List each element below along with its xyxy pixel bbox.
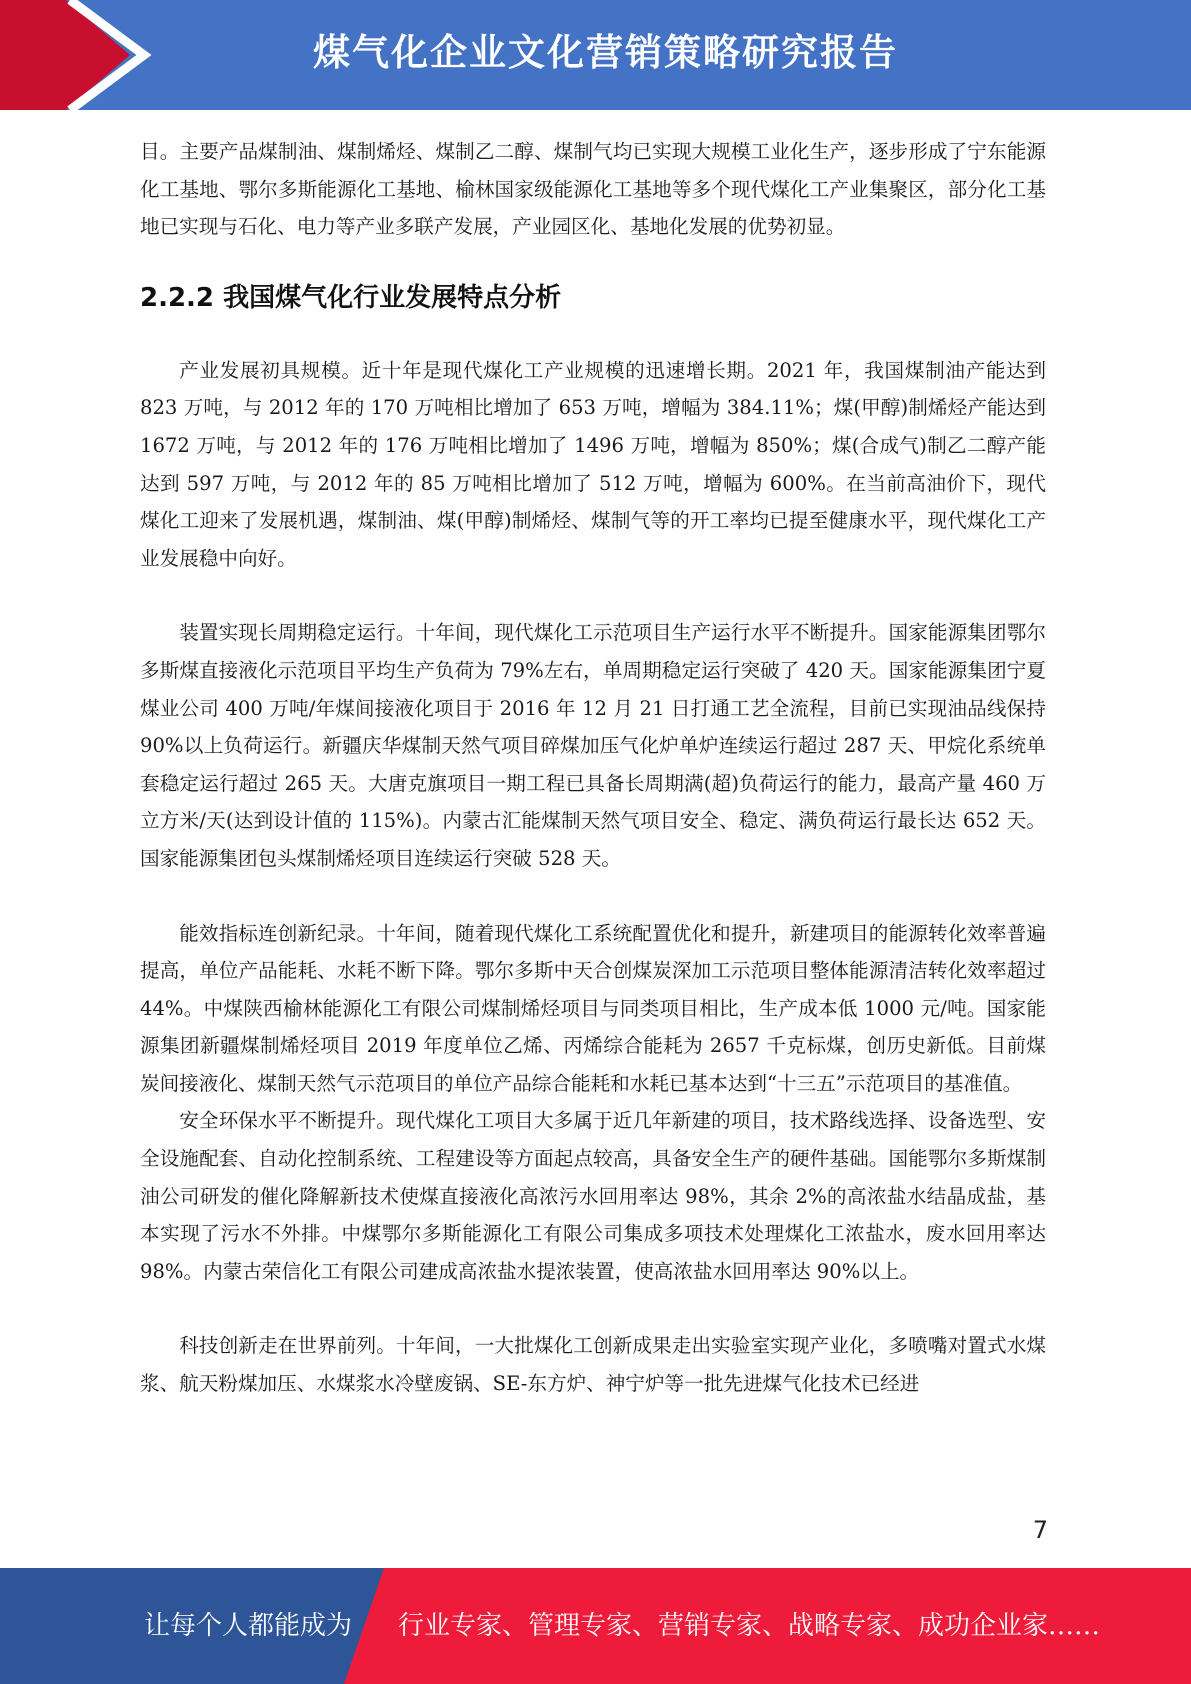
paragraph-tech-innovation: 科技创新走在世界前列。十年间，一大批煤化工创新成果走出实验室实现产业化，多喷嘴对置式水煤浆、航天粉煤加压、水煤浆水冷壁废锅、SE-东方炉、神宁炉等一批先进煤气化技术已经进 (140, 1334, 1046, 1396)
paragraph-industry-scale: 产业发展初具规模。近十年是现代煤化工产业规模的迅速增长期。2021 年，我国煤制油产能达到 823 万吨，与 2012 年的 170 万吨相比增加了 653 万吨，增幅为 384.11%；煤(甲醇)制烯烃产能达到 1672 万吨，与 2012 年的 176 万吨相比增加了 1496 万吨，增幅为 850%；煤(合成气)制乙二醇产能达到 597 万吨，与 2012 年的 85 万吨相比增加了 512 万吨，增幅为 600%。在当前高油价下，现代煤化工迎来了发展机遇，煤制油、煤(甲醇)制烯烃、煤制气等的开工率均已提至健康水平，现代煤化工产业发展稳中向好。 (140, 358, 1046, 570)
paragraph-stable-operation: 装置实现长周期稳定运行。十年间，现代煤化工示范项目生产运行水平不断提升。国家能源集团鄂尔多斯煤直接液化示范项目平均生产负荷为 79%左右，单周期稳定运行突破了 420 天。国家能源集团宁夏煤业公司 400 万吨/年煤间接液化项目于 2016 年 12 月 21 日打通工艺全流程，目前已实现油品线保持 90%以上负荷运行。新疆庆华煤制天然气项目碎煤加压气化炉单炉连续运行超过 287 天、甲烷化系统单套稳定运行超过 265 天。大唐克旗项目一期工程已具备长周期满(超)负荷运行的能力，最高产量 460 万立方米/天(达到设计值的 115%)。内蒙古汇能煤制天然气项目安全、稳定、满负荷运行最长达 652 天。国家能源集团包头煤制烯烃项目连续运行突破 528 天。 (140, 621, 1046, 870)
footer-slogan-left: 让每个人都能成为 (144, 1611, 353, 1641)
section-heading: 2.2.2 我国煤气化行业发展特点分析 (140, 282, 562, 313)
document-body (140, 133, 1046, 1403)
intro-paragraph: 目。主要产品煤制油、煤制烯烃、煤制乙二醇、煤制气均已实现大规模工业化生产，逐步形成了宁东能源化工基地、鄂尔多斯能源化工基地、榆林国家级能源化工基地等多个现代煤化工产业集聚区，部分化工基地已实现与石化、电力等产业多联产发展，产业园区化、基地化发展的优势初显。 (140, 140, 1046, 239)
page-number: 7 (1032, 1516, 1048, 1544)
paragraph-safety-environment: 安全环保水平不断提升。现代煤化工项目大多属于近几年新建的项目，技术路线选择、设备选型、安全设施配套、自动化控制系统、工程建设等方面起点较高，具备安全生产的硬件基础。国能鄂尔多斯煤制油公司研发的催化降解新技术使煤直接液化高浓污水回用率达 98%，其余 2%的高浓盐水结晶成盐，基本实现了污水不外排。中煤鄂尔多斯能源化工有限公司集成多项技术处理煤化工浓盐水，废水回用率达 98%。内蒙古荣信化工有限公司建成高浓盐水提浓装置，使高浓盐水回用率达 90%以上。 (140, 1109, 1046, 1283)
report-title: 煤气化企业文化营销策略研究报告 (313, 31, 898, 74)
page-footer (0, 1568, 1191, 1684)
paragraph-efficiency-records: 能效指标连创新纪录。十年间，随着现代煤化工系统配置优化和提升，新建项目的能源转化效率普遍提高，单位产品能耗、水耗不断下降。鄂尔多斯中天合创煤炭深加工示范项目整体能源清洁转化效率超过 44%。中煤陕西榆林能源化工有限公司煤制烯烃项目与同类项目相比，生产成本低 1000 元/吨。国家能源集团新疆煤制烯烃项目 2019 年度单位乙烯、丙烯综合能耗为 2657 千克标煤，创历史新低。目前煤炭间接液化、煤制天然气示范项目的单位产品综合能耗和水耗已基本达到“十三五”示范项目的基准值。 (140, 921, 1046, 1095)
footer-slogan-right: 行业专家、管理专家、营销专家、战略专家、成功企业家…… (398, 1611, 1101, 1641)
page-header (0, 0, 1191, 110)
